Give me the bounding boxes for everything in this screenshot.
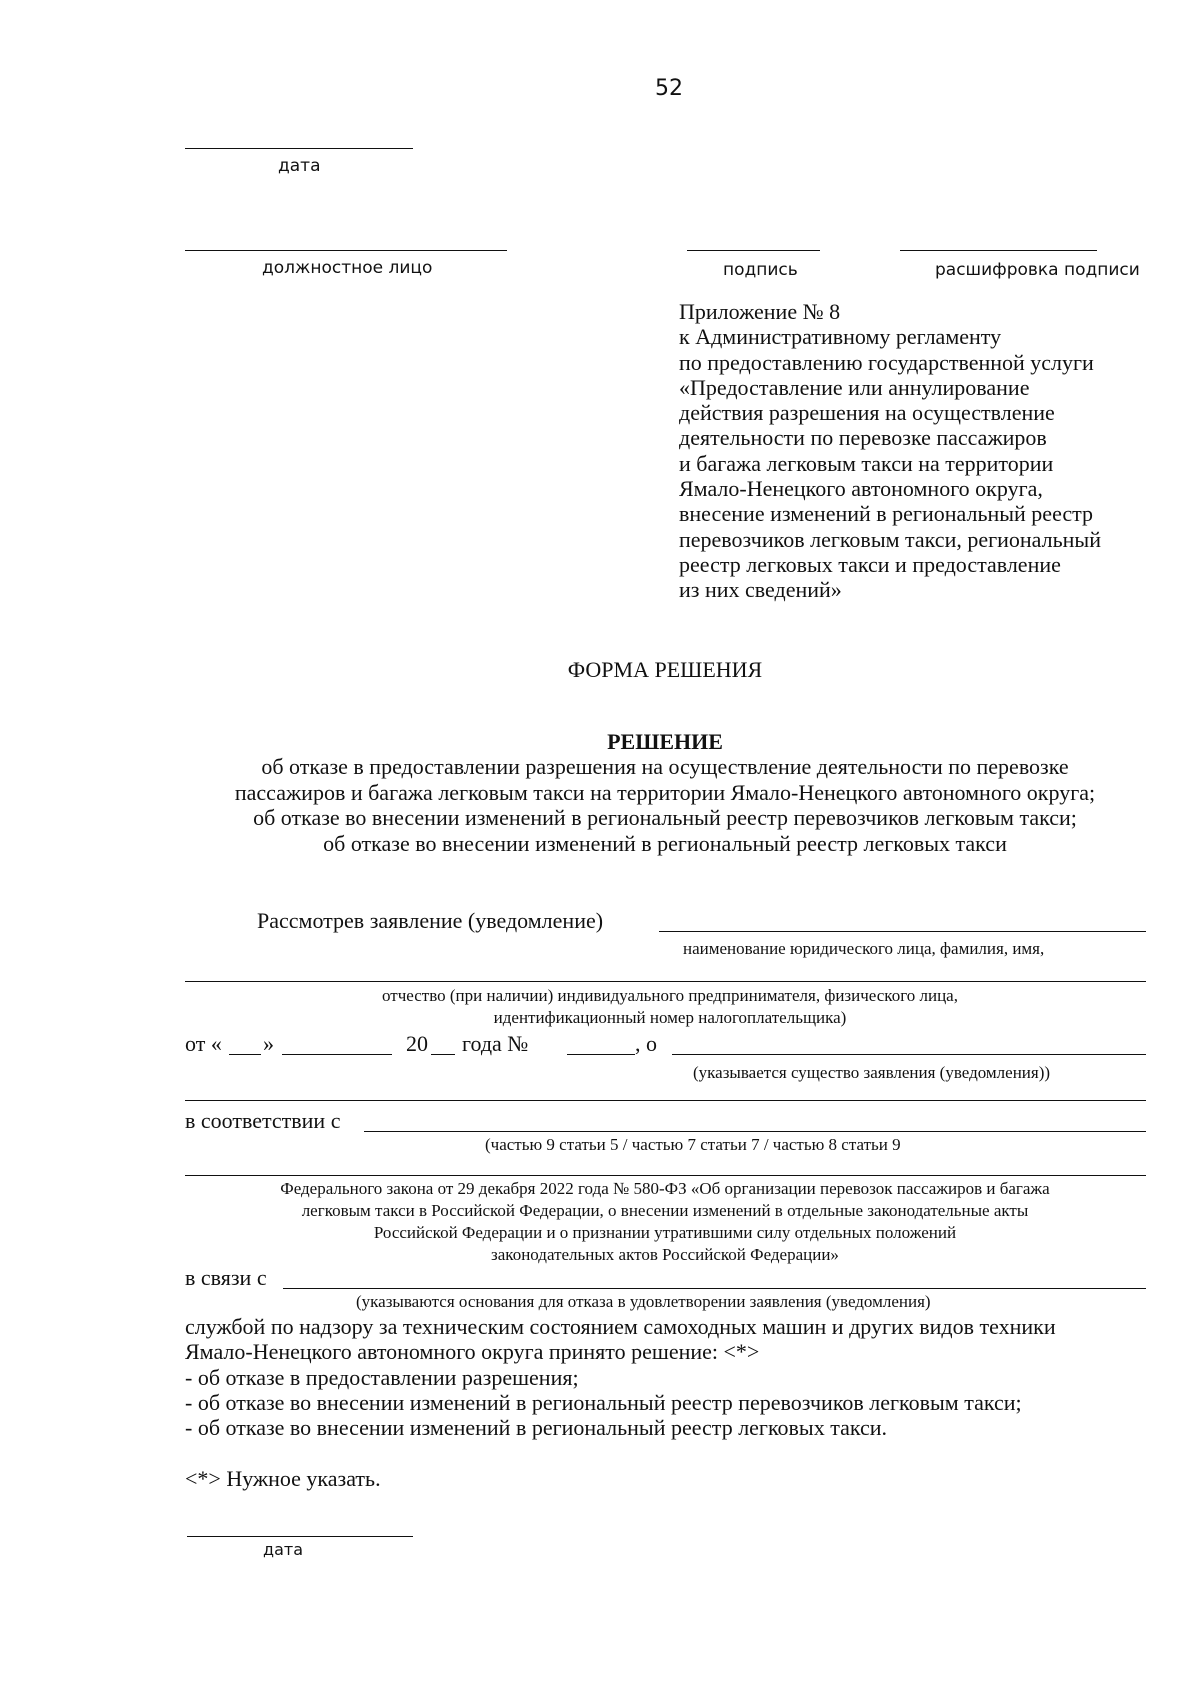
subtitle-line: об отказе во внесении изменений в региональный реестр перевозчиков легковым такси; <box>253 805 1077 830</box>
applicant-field-2 <box>185 981 1146 982</box>
law-caption-line: Российской Федерации и о признании утратившими силу отдельных положений <box>373 1223 957 1242</box>
subtitle-line: об отказе во внесении изменений в региональный реестр легковых такси <box>323 830 1007 856</box>
applicant-caption-1: наименование юридического лица, фамилия, имя, <box>683 939 1045 958</box>
appendix-line: перевозчиков легковым такси, региональный <box>679 526 1101 552</box>
accordance-label: в соответствии с <box>185 1108 341 1133</box>
official-caption: должностное лицо <box>262 258 433 278</box>
decision-subtitle <box>0 754 1200 856</box>
year-prefix: 20 <box>406 1031 428 1056</box>
month-field <box>282 1054 392 1055</box>
law-caption-line: законодательных актов Российской Федерации» <box>491 1245 839 1264</box>
date-line <box>185 148 413 149</box>
subtitle-line: пассажиров и багажа легковым такси на территории Ямало-Ненецкого автономного округа; <box>234 779 1096 805</box>
about-label: , о <box>635 1031 657 1056</box>
essence-caption: (указывается существо заявления (уведомления)) <box>693 1063 1051 1082</box>
official-line <box>185 250 507 251</box>
date-caption: дата <box>278 156 321 176</box>
signature-decode-line <box>900 250 1097 251</box>
appendix-line: Ямало-Ненецкого автономного округа, <box>679 476 1043 502</box>
appendix-line: к Административному регламенту <box>679 324 1002 350</box>
decision-text-line-1: службой по надзору за техническим состоянием самоходных машин и других видов техники <box>185 1314 1056 1339</box>
appendix-line: реестр легковых такси и предоставление <box>679 551 1061 577</box>
essence-field <box>672 1054 1146 1055</box>
appendix-line: по предоставлению государственной услуги <box>679 349 1094 375</box>
number-field <box>567 1054 635 1055</box>
essence-field-2 <box>185 1100 1146 1101</box>
applicant-caption-3: идентификационный номер налогоплательщика) <box>493 1008 847 1027</box>
appendix-line: из них сведений» <box>679 577 842 603</box>
applicant-caption-2: отчество (при наличии) индивидуального предпринимателя, физического лица, <box>382 986 958 1005</box>
appendix-line: и багажа легковым такси на территории <box>679 450 1054 476</box>
accordance-caption: (частью 9 статьи 5 / частью 7 статьи 7 / частью 8 статьи 9 <box>485 1135 901 1154</box>
reason-field <box>283 1288 1146 1289</box>
law-caption <box>0 1178 1200 1266</box>
accordance-field-2 <box>185 1175 1146 1176</box>
page-number: 52 <box>655 76 683 101</box>
appendix-line: действия разрешения на осуществление <box>679 400 1055 426</box>
decision-text-line-2: Ямало-Ненецкого автономного округа принято решение: <*> <box>185 1339 760 1365</box>
law-caption-line: легковым такси в Российской Федерации, о внесении изменений в отдельные законодательные акты <box>301 1201 1029 1220</box>
option-item: - об отказе во внесении изменений в региональный реестр легковых такси. <box>185 1415 888 1441</box>
bottom-date-line <box>187 1536 413 1537</box>
applicant-field <box>659 931 1146 932</box>
decision-text <box>185 1314 1056 1440</box>
appendix-line: внесение изменений в региональный реестр <box>679 501 1094 527</box>
form-title: ФОРМА РЕШЕНИЯ <box>567 657 763 682</box>
year-number-label: года № <box>462 1031 529 1056</box>
decision-heading: РЕШЕНИЕ <box>607 729 723 754</box>
reason-label: в связи с <box>185 1265 267 1290</box>
appendix-block <box>679 299 1101 603</box>
law-caption-line: Федерального закона от 29 декабря 2022 года № 580-ФЗ «Об организации перевозок пассажиров и багажа <box>280 1179 1050 1198</box>
footnote: <*> Нужное указать. <box>185 1466 381 1491</box>
option-item: - об отказе во внесении изменений в региональный реестр перевозчиков легковым такси; <box>185 1389 1022 1415</box>
option-item: - об отказе в предоставлении разрешения; <box>185 1364 579 1390</box>
appendix-line: «Предоставление или аннулирование <box>679 374 1030 400</box>
signature-decode-caption: расшифровка подписи <box>935 260 1140 280</box>
appendix-line: Приложение № 8 <box>679 299 841 324</box>
reason-caption: (указываются основания для отказа в удовлетворении заявления (уведомления) <box>356 1292 931 1311</box>
considered-label: Рассмотрев заявление (уведомление) <box>257 908 604 933</box>
date-row <box>185 1031 1150 1061</box>
from-label: от « <box>185 1031 222 1056</box>
day-field <box>229 1054 261 1055</box>
appendix-line: деятельности по перевозке пассажиров <box>679 425 1047 451</box>
subtitle-line: об отказе в предоставлении разрешения на осуществление деятельности по перевозке <box>261 754 1069 779</box>
close-quote: » <box>263 1031 274 1056</box>
signature-caption: подпись <box>723 260 798 280</box>
accordance-field <box>364 1131 1146 1132</box>
year-field <box>431 1054 455 1055</box>
signature-line <box>687 250 820 251</box>
bottom-date-caption: дата <box>263 1540 303 1559</box>
